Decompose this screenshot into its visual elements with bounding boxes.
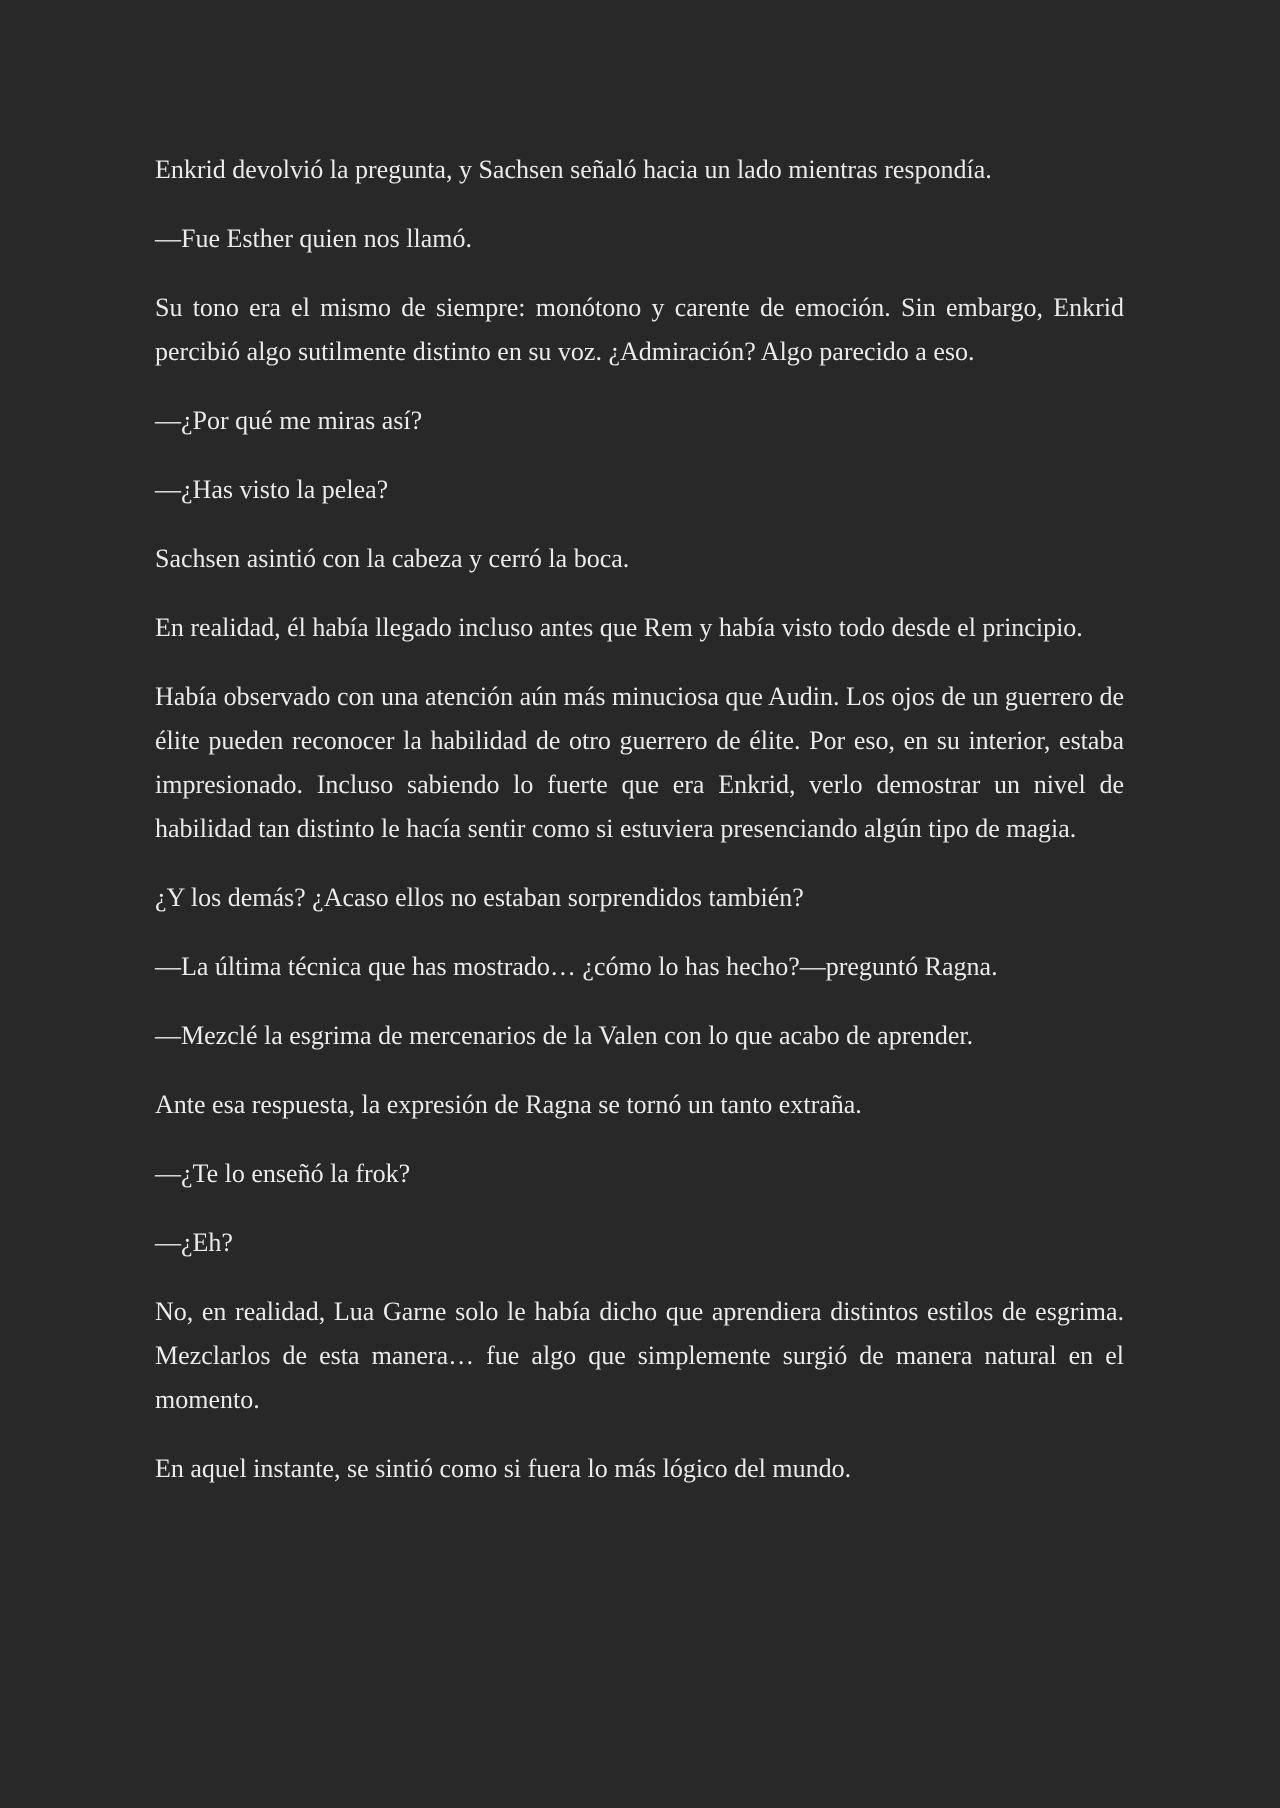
paragraph: Había observado con una atención aún más minuciosa que Audin. Los ojos de un guerrero de élite pueden reconocer la habilidad de otro guerrero de élite. Por eso, en su interior, estaba impresionado. Incluso sabiendo lo fuerte que era Enkrid, verlo demostrar un nivel de habilidad tan distinto le hacía sentir como si estuviera presenciando algún tipo de magia.: [155, 682, 1124, 843]
paragraph: No, en realidad, Lua Garne solo le había dicho que aprendiera distintos estilos de esgrima. Mezclarlos de esta manera… fue algo que simplemente surgió de manera natural en el momento.: [155, 1297, 1124, 1414]
paragraph: —Mezclé la esgrima de mercenarios de la Valen con lo que acabo de aprender.: [155, 1021, 974, 1050]
paragraph: En realidad, él había llegado incluso antes que Rem y había visto todo desde el principio.: [155, 613, 1083, 642]
paragraph: Enkrid devolvió la pregunta, y Sachsen señaló hacia un lado mientras respondía.: [155, 155, 992, 184]
paragraph: Su tono era el mismo de siempre: monótono y carente de emoción. Sin embargo, Enkrid percibió algo sutilmente distinto en su voz. ¿Admiración? Algo parecido a eso.: [155, 293, 1124, 366]
paragraph: Sachsen asintió con la cabeza y cerró la boca.: [155, 544, 630, 573]
chapter-text: [155, 148, 1124, 1491]
paragraph: En aquel instante, se sintió como si fuera lo más lógico del mundo.: [155, 1454, 852, 1483]
paragraph: —¿Te lo enseñó la frok?: [155, 1159, 411, 1188]
paragraph: —¿Has visto la pelea?: [155, 475, 389, 504]
paragraph: —La última técnica que has mostrado… ¿cómo lo has hecho?—preguntó Ragna.: [155, 952, 998, 981]
paragraph: —¿Eh?: [155, 1228, 233, 1257]
paragraph: —¿Por qué me miras así?: [155, 406, 423, 435]
paragraph: —Fue Esther quien nos llamó.: [155, 224, 473, 253]
paragraph: Ante esa respuesta, la expresión de Ragna se tornó un tanto extraña.: [155, 1090, 862, 1119]
paragraph: ¿Y los demás? ¿Acaso ellos no estaban sorprendidos también?: [155, 883, 804, 912]
